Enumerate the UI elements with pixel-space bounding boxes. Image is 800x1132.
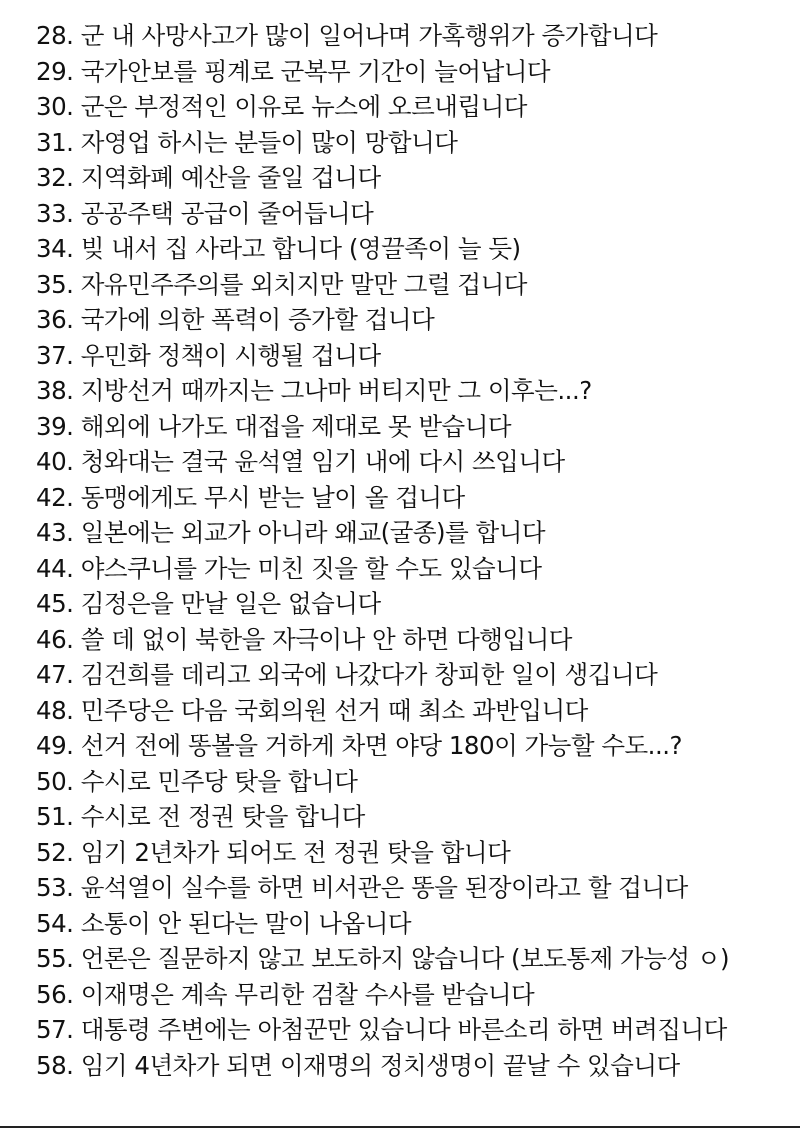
item-number: 36. xyxy=(36,305,74,334)
item-number: 29. xyxy=(36,56,74,86)
item-number: 54. xyxy=(36,908,74,938)
list-item xyxy=(36,125,796,161)
item-text: 야스쿠니를 가는 미친 짓을 할 수도 있습니다 xyxy=(80,553,542,583)
item-text: 김건희를 데리고 외국에 나갔다가 창피한 일이 생깁니다 xyxy=(80,660,658,689)
item-text: 김정은을 만날 일은 없습니다 xyxy=(80,589,381,618)
item-text: 빚 내서 집 사라고 합니다 (영끌족이 늘 듯) xyxy=(80,234,521,263)
item-text: 청와대는 결국 윤석열 임기 내에 다시 쓰입니다 xyxy=(80,447,565,476)
item-number: 47. xyxy=(36,660,74,689)
item-number: 33. xyxy=(36,198,74,228)
list-item xyxy=(36,444,796,480)
list-item xyxy=(36,373,796,409)
item-text: 군은 부정적인 이유로 뉴스에 오르내립니다 xyxy=(80,92,527,121)
item-number: 58. xyxy=(36,1050,74,1080)
bottom-divider xyxy=(0,1126,800,1128)
item-number: 55. xyxy=(36,944,74,973)
list-item xyxy=(36,54,796,90)
list-item xyxy=(36,515,796,551)
item-number: 46. xyxy=(36,624,74,654)
item-text: 임기 4년차가 되면 이재명의 정치생명이 끝날 수 있습니다 xyxy=(80,1050,680,1080)
item-text: 소통이 안 된다는 말이 나옵니다 xyxy=(80,908,412,938)
item-number: 32. xyxy=(36,163,74,192)
item-number: 53. xyxy=(36,873,74,902)
item-text: 민주당은 다음 국회의원 선거 때 최소 과반입니다 xyxy=(80,695,588,725)
item-text: 자영업 하시는 분들이 많이 망합니다 xyxy=(80,127,458,157)
item-text: 대통령 주변에는 아첨꾼만 있습니다 바른소리 하면 버려집니다 xyxy=(80,1015,727,1044)
list-item xyxy=(36,1012,796,1048)
item-text: 일본에는 외교가 아니라 왜교(굴종)를 합니다 xyxy=(80,518,546,547)
item-number: 52. xyxy=(36,837,74,867)
list-item xyxy=(36,693,796,729)
item-text: 윤석열이 실수를 하면 비서관은 똥을 된장이라고 할 겁니다 xyxy=(80,873,688,902)
list-item xyxy=(36,302,796,338)
list-item xyxy=(36,906,796,942)
item-number: 50. xyxy=(36,766,74,796)
item-number: 48. xyxy=(36,695,74,725)
list-item xyxy=(36,728,796,764)
item-text: 수시로 전 정권 탓을 합니다 xyxy=(80,802,365,831)
list-item xyxy=(36,338,796,374)
list-item xyxy=(36,160,796,196)
item-text: 이재명은 계속 무리한 검찰 수사를 받습니다 xyxy=(80,979,535,1009)
item-text: 지방선거 때까지는 그나마 버티지만 그 이후는...? xyxy=(80,376,592,405)
list-item xyxy=(36,764,796,800)
item-number: 45. xyxy=(36,589,74,618)
item-number: 43. xyxy=(36,518,74,547)
list-item xyxy=(36,1048,796,1084)
item-text: 해외에 나가도 대접을 제대로 못 받습니다 xyxy=(80,411,512,441)
item-number: 57. xyxy=(36,1015,74,1044)
list-item xyxy=(36,870,796,906)
item-text: 쓸 데 없이 북한을 자극이나 안 하면 다행입니다 xyxy=(80,624,572,654)
list-item xyxy=(36,409,796,445)
list-item xyxy=(36,941,796,977)
item-number: 39. xyxy=(36,411,74,441)
list-item xyxy=(36,799,796,835)
item-text: 우민화 정책이 시행될 겁니다 xyxy=(80,340,381,370)
list-item xyxy=(36,267,796,303)
item-number: 40. xyxy=(36,447,74,476)
item-text: 국가안보를 핑계로 군복무 기간이 늘어납니다 xyxy=(80,56,551,86)
item-text: 임기 2년차가 되어도 전 정권 탓을 합니다 xyxy=(80,837,511,867)
list-item xyxy=(36,89,796,125)
list-item xyxy=(36,551,796,587)
list-item xyxy=(36,835,796,871)
list-item xyxy=(36,196,796,232)
list-item xyxy=(36,18,796,54)
item-number: 34. xyxy=(36,234,74,263)
list-item xyxy=(36,586,796,622)
item-number: 42. xyxy=(36,482,74,512)
item-number: 28. xyxy=(36,21,74,50)
item-text: 자유민주주의를 외치지만 말만 그럴 겁니다 xyxy=(80,269,527,299)
list-item xyxy=(36,231,796,267)
list-item xyxy=(36,622,796,658)
item-number: 38. xyxy=(36,376,74,405)
item-text: 군 내 사망사고가 많이 일어나며 가혹행위가 증가합니다 xyxy=(80,21,658,50)
item-text: 공공주택 공급이 줄어듭니다 xyxy=(80,198,374,228)
item-text: 수시로 민주당 탓을 합니다 xyxy=(80,766,358,796)
item-number: 35. xyxy=(36,269,74,299)
item-number: 44. xyxy=(36,553,74,583)
item-number: 51. xyxy=(36,802,74,831)
item-text: 선거 전에 똥볼을 거하게 차면 야당 180이 가능할 수도...? xyxy=(80,731,683,760)
item-number: 56. xyxy=(36,979,74,1009)
item-text: 동맹에게도 무시 받는 날이 올 겁니다 xyxy=(80,482,465,512)
list-item xyxy=(36,657,796,693)
list-item xyxy=(36,977,796,1013)
item-number: 49. xyxy=(36,731,74,760)
item-number: 30. xyxy=(36,92,74,121)
prediction-list xyxy=(36,18,796,1083)
item-number: 37. xyxy=(36,340,74,370)
list-item xyxy=(36,480,796,516)
item-text: 언론은 질문하지 않고 보도하지 않습니다 (보도통제 가능성 ㅇ) xyxy=(80,944,730,973)
item-text: 지역화폐 예산을 줄일 겁니다 xyxy=(80,163,381,192)
item-text: 국가에 의한 폭력이 증가할 겁니다 xyxy=(80,305,435,334)
item-number: 31. xyxy=(36,127,74,157)
